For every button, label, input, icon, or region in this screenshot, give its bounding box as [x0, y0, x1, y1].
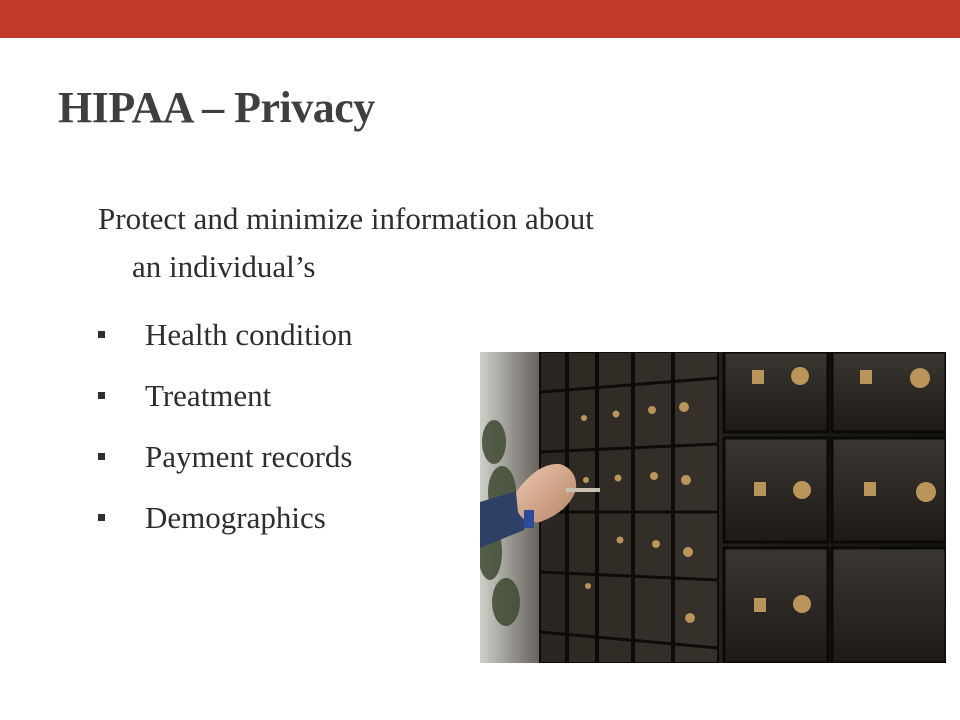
bullet-item: [98, 487, 352, 548]
bullet-list: [98, 304, 352, 548]
square-bullet-icon: [98, 514, 105, 521]
bullet-item: [98, 365, 352, 426]
bullet-text: Treatment: [145, 377, 272, 413]
mailbox-illustration: [480, 352, 946, 663]
bullet-text: Demographics: [145, 499, 326, 535]
mailbox-photo: [480, 352, 946, 663]
bullet-item: [98, 304, 352, 365]
bullet-item: [98, 426, 352, 487]
intro-line-1: Protect and minimize information about: [98, 201, 594, 236]
square-bullet-icon: [98, 331, 105, 338]
slide-title: HIPAA – Privacy: [58, 83, 375, 132]
square-bullet-icon: [98, 453, 105, 460]
bullet-text: Health condition: [145, 316, 353, 352]
square-bullet-icon: [98, 392, 105, 399]
top-accent-bar: [0, 0, 960, 38]
bullet-text: Payment records: [145, 438, 353, 474]
intro-line-2: an individual’s: [132, 249, 316, 284]
intro-text: [98, 195, 818, 291]
